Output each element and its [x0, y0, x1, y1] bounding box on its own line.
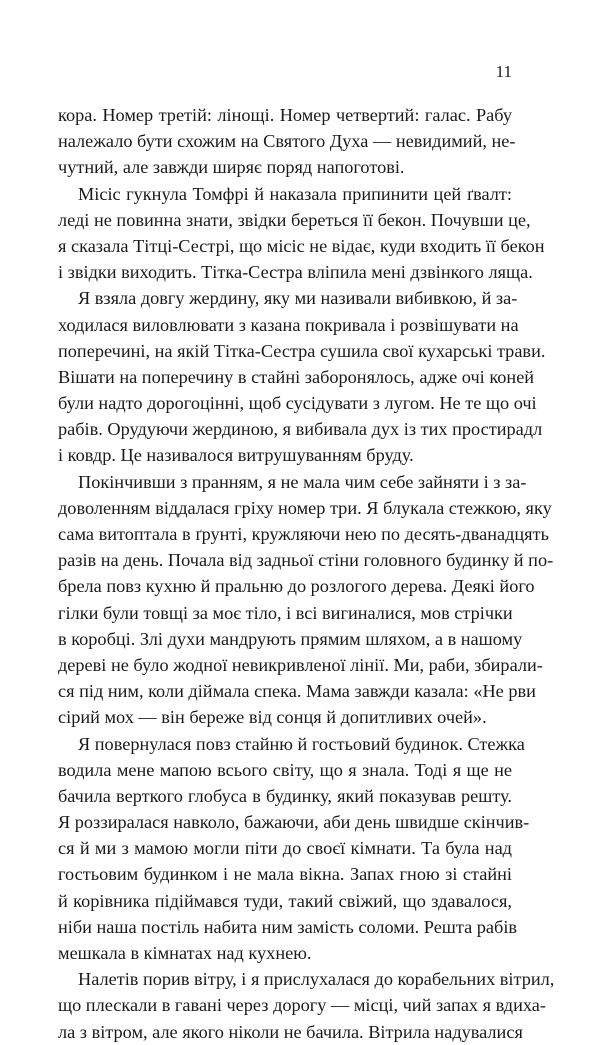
text-line: Я роззиралася навколо, бажаючи, аби день швидше скінчив- [58, 812, 530, 833]
text-line: брела повз кухню й пральню до розлогого дерева. Деякі його [58, 576, 535, 597]
paragraph [58, 285, 546, 468]
text-line: були надто дорогоцінні, щоб сусідувати з лугом. Не те що очі [58, 393, 537, 414]
text-line: ла з вітром, але якого ніколи не бачила. Вітрила надувалися [58, 1021, 523, 1042]
text-line: мешкала в кімнатах над кухнею. [58, 943, 312, 963]
text-line: в коробці. Злі духи мандрують прямим шляхом, а в нашому [58, 628, 523, 649]
text-line: кора. Номер третій: лінощі. Номер четвертий: галас. Рабу [58, 105, 512, 125]
text-line: Вішати на поперечину в стайні заборонялось, адже очі коней [58, 366, 535, 387]
text-line: Покінчивши з пранням, я не мала чим себе зайняти і з за- [78, 471, 527, 492]
paragraph [58, 469, 554, 731]
page-number: 11 [495, 62, 512, 81]
text-line: Місіс гукнула Томфрі й наказала припинити цей ґвалт: [78, 183, 512, 204]
text-line: ся й ми з мамою могли піти до своєї кімнати. Та була над [58, 838, 512, 859]
text-line: належало бути схожим на Святого Духа — невидимий, не- [58, 131, 516, 152]
text-line: я сказала Тітці-Сестрі, що місіс не відає, куди входить її бекон [58, 235, 545, 256]
text-line: чутний, але завжди ширяє поряд напоготові. [58, 157, 405, 178]
text-line: гостьовим будинком і не мала вікна. Запах гною зі стайні [58, 864, 512, 885]
text-line: Я повернулася повз стайню й гостьовий будинок. Стежка [78, 733, 525, 754]
paragraph [58, 966, 555, 1045]
text-line: ся під ним, коли діймала спека. Мама завжди казала: «Не рви [58, 681, 536, 702]
text-line: сірий мох — він береже від сонця й допитливих очей». [58, 707, 487, 728]
text-line: що плескали в гавані через дорогу — місці, чий запах я вдиха- [58, 995, 546, 1016]
text-line: доволенням віддалася гріху номер три. Я блукала стежкою, яку [58, 497, 552, 518]
text-line: і ковдр. Це називалося витрушуванням бруду. [58, 445, 414, 466]
text-line: і звідки виходить. Тітка-Сестра вліпила мені дзвінкого ляща. [58, 262, 533, 283]
text-line: леді не повинна знати, звідки береться її бекон. Почувши це, [58, 209, 531, 230]
text-line: бачила верткого глобуса в будинку, який показував решту. [58, 785, 512, 806]
text-line: Я взяла довгу жердину, яку ми називали вибивкою, й за- [78, 288, 518, 309]
text-line: й корівника підіймався туди, такий свіжий, що здавалося, [58, 890, 512, 911]
text-line: поперечині, на якій Тітка-Сестра сушила свої кухарські трави. [58, 340, 546, 361]
text-line: Налетів порив вітру, і я прислухалася до корабельних вітрил, [78, 969, 555, 990]
text-line: разів на день. Почала від задньої стіни головного будинку й по- [58, 550, 554, 571]
text-line: ніби наша постіль набита ним замість соломи. Решта рабів [58, 916, 518, 937]
text-line: ходилася виловлювати з казана покривала і розвішувати на [58, 314, 519, 335]
text-line: гілки були товщі за моє тіло, і всі вигиналися, мов стрічки [58, 602, 513, 623]
paragraph [58, 102, 516, 181]
body-text [58, 102, 555, 1045]
text-line: сама витоптала в ґрунті, кружляючи нею по десять-дванадцять [58, 524, 549, 544]
text-line: водила мене мапою всього світу, що я знала. Тоді я ще не [58, 759, 512, 780]
text-line: рабів. Орудуючи жердиною, я вибивала дух із тих простирадл [58, 419, 543, 440]
paragraph [58, 731, 530, 967]
text-line: дереві не було жодної невикривленої лінії. Ми, раби, збирали- [58, 654, 543, 675]
paragraph [58, 181, 545, 286]
